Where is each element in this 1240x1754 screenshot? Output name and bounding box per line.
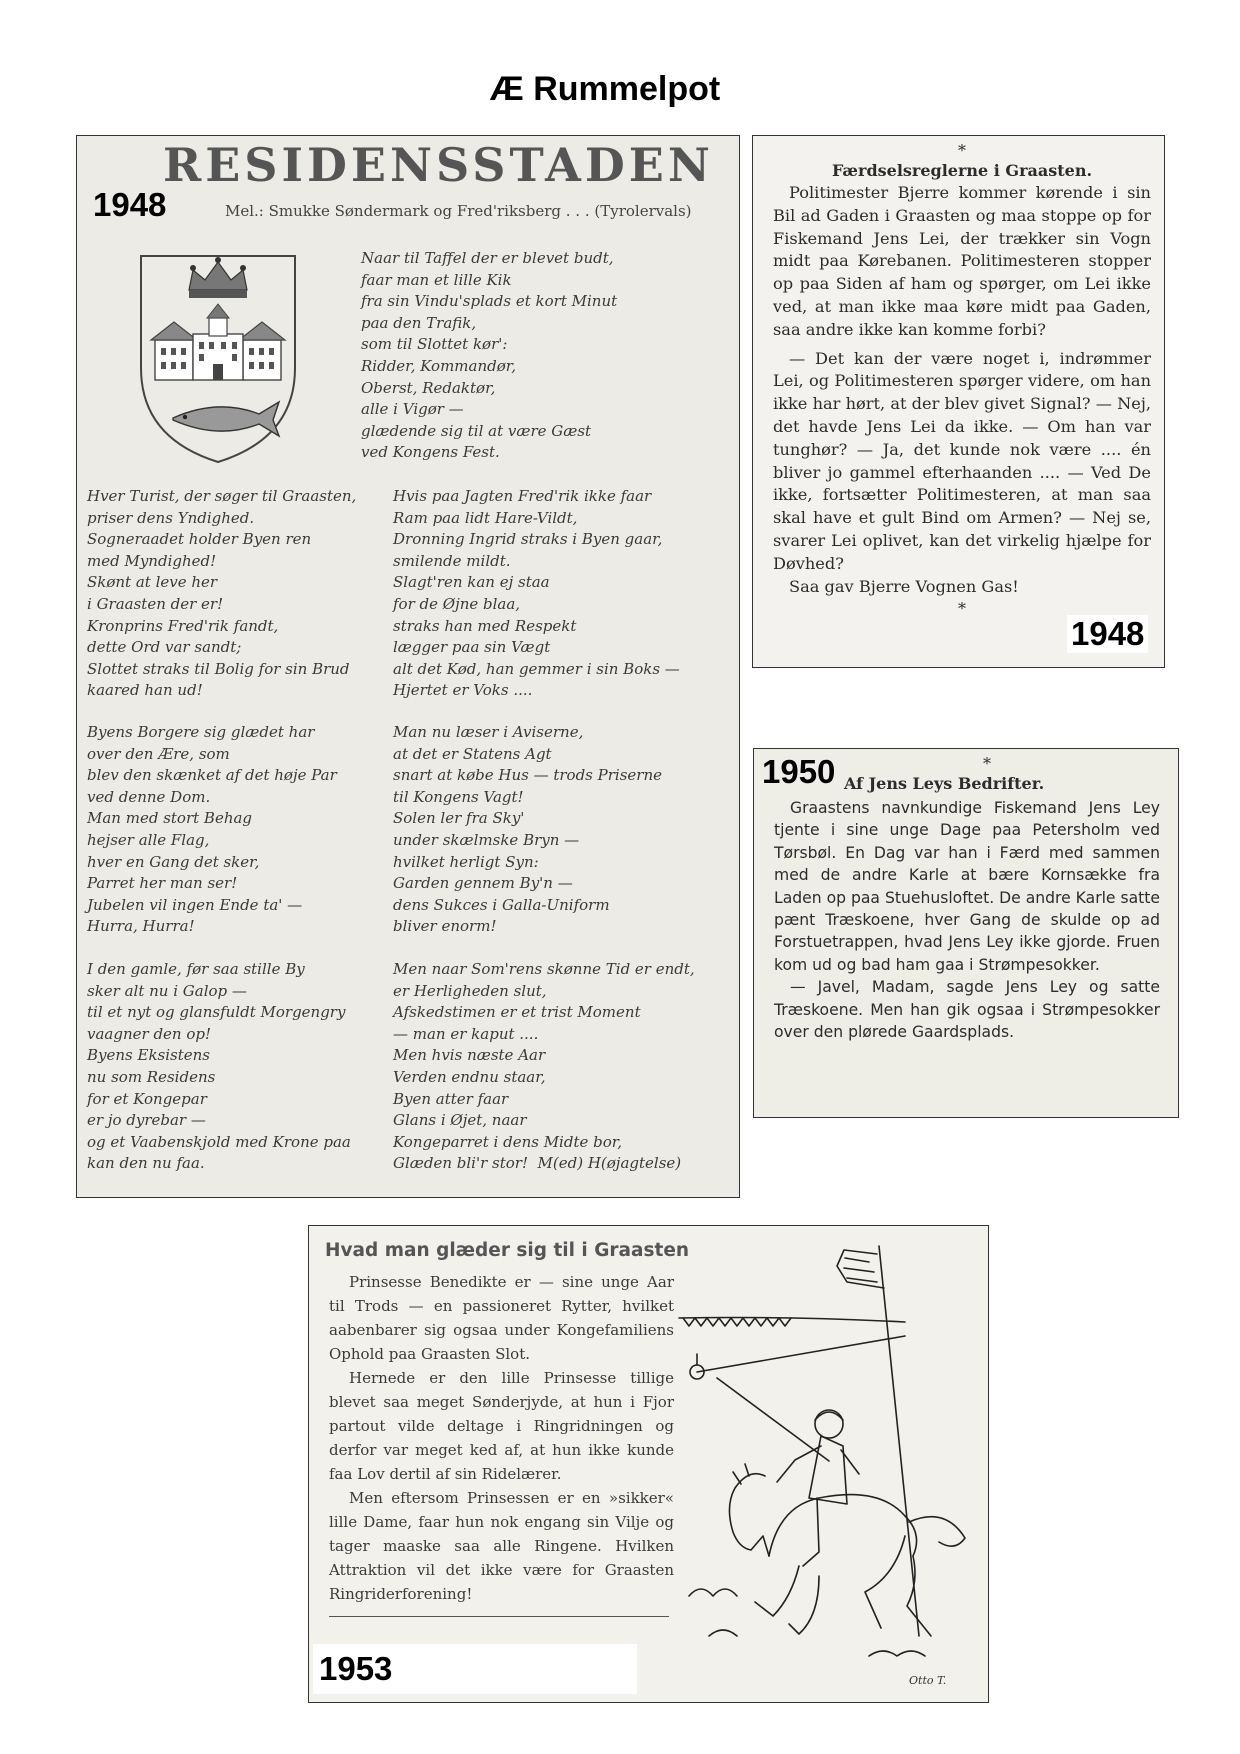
year-label: 1948 — [93, 186, 167, 223]
paragraph: Prinsesse Benedikte er — sine unge Aar til Trods — en passioneret Rytter, hvilket aabenbarer sig ogsaa under Kongefamiliens Ophold paa Graasten Slot. — [329, 1273, 674, 1363]
clipping-faerdselsreglerne — [752, 135, 1165, 668]
melody-line: Mel.: Smukke Søndermark og Fred'riksberg . . . (Tyrolervals) — [225, 202, 692, 220]
poem-stanza: Hvis paa Jagten Fred'rik ikke faar Ram paa lidt Hare-Vildt, Dronning Ingrid straks i Byen gaar, smilende mildt. Slagt'ren kan ej staa for de Øjne blaa, straks han med Respekt lægger paa sin Vægt alt det Kød, han gemmer i sin Boks — Hjertet er Voks .... — [393, 487, 680, 700]
year-label: 1953 — [313, 1644, 637, 1694]
headline: Af Jens Leys Bedrifter. — [844, 774, 1045, 793]
paragraph: Politimester Bjerre kommer kørende i sin Bil ad Gaden i Graasten og maa stoppe op for Fiskemand Jens Lei, der trækker sin Vogn midt paa Kørebanen. Politimesteren stopper op paa Siden af ham og spørger, om Lei ikke ved, at man ikke maa køre midt paa Gaden, saa andre ikke kan komme forbi? — [773, 183, 1151, 339]
poem-stanza: Byens Borgere sig glædet har over den Ære, som blev den skænket af det høje Par ved denne Dom. Man med stort Behag hejser alle Flag, hver en Gang det sker, Parret her man ser! Jubelen vil ingen Ende ta' — Hurra, Hurra! — [87, 723, 337, 936]
star-ornament: * — [958, 141, 966, 160]
poem-stanza: Men naar Som'rens skønne Tid er endt, er Herligheden slut, Afskedstimen er et trist Moment — man er kaput .... Men hvis næste Aar Verden endnu staar, Byen atter faar Glans i Øjet, naar Kongeparret i dens Midte bor, Glæden bli'r stor! M(ed) H(øjagtelse) — [393, 960, 695, 1173]
svg-text:Otto T.: Otto T. — [909, 1674, 947, 1687]
year-label: 1948 — [1067, 615, 1148, 653]
ring-rider-horse-icon — [669, 1236, 984, 1696]
paragraph: — Javel, Madam, sagde Jens Ley og satte Træskoene. Men han gik ogsaa i Strømpesokker over den plørede Gaardsplads. — [774, 978, 1160, 1042]
clipping-jens-leys-bedrifter — [753, 748, 1179, 1118]
page-title: Æ Rummelpot — [489, 70, 721, 108]
paragraph: Saa gav Bjerre Vognen Gas! — [789, 576, 1019, 596]
paragraph: Graastens navnkundige Fiskemand Jens Ley tjente i sine unge Dage paa Petersholm ved Tørsbøl. En Dag var han i Færd med sammen med de andre Karle at bære Kornsække fra Laden op paa Stuehusloftet. De andre Karle satte pænt Træskoene, hver Gang de skulde op ad Forstuetrappen, hvad Jens Ley ikke gjorde. Fruen kom ud og bad ham gaa i Strømpesokker. — [774, 799, 1160, 974]
star-ornament: * — [983, 754, 991, 773]
headline: Hvad man glæder sig til i Graasten — [325, 1240, 690, 1261]
poem-stanza: Hver Turist, der søger til Graasten, priser dens Yndighed. Sogneraadet holder Byen ren med Myndighed! Skønt at leve her i Graasten der er! Kronprins Fred'rik fandt, dette Ord var sandt; Slottet straks til Bolig for sin Brud kaared han ud! — [87, 487, 357, 700]
clipping-hvad-man-glaeder-sig-til — [308, 1225, 989, 1703]
paragraph: Men eftersom Prinsessen er en »sikker« lille Dame, faar hun nok engang sin Vilje og tager maaske saa alle Ringene. Hvilken Attraktion vil det ikke være for Graasten Ringriderforening! — [329, 1489, 674, 1603]
paragraph: — Det kan der være noget i, indrømmer Lei, og Politimesteren spørger videre, om han ikke har hørt, at der blev givet Signal? — Nej, det havde Jens Lei da ikke. — Om han var tunghør? — Ja, det kunde nok være .... én bliver jo gammel efterhaanden .... — Ved De ikke, fortsætter Politimesteren, at man saa skal have et gult Bind om Armen? — Nej se, svarer Lei oplivet, kan det virkelig hjælpe for Døvhed? — [773, 348, 1151, 573]
crown-castle-fish-icon — [133, 248, 303, 468]
year-label: 1950 — [762, 753, 836, 790]
poem-stanza: Man nu læser i Aviserne, at det er Statens Agt snart at købe Hus — trods Priserne til Kongens Vagt! Solen ler fra Sky' under skælmske Bryn — hvilket herligt Syn: Garden gennem By'n — dens Sukces i Galla-Uniform bliver enorm! — [393, 723, 662, 936]
headline: Færdselsreglerne i Graasten. — [831, 161, 1093, 180]
star-ornament: * — [958, 599, 966, 619]
paragraph: Hernede er den lille Prinsesse tillige blevet saa meget Sønderjyde, at hun i Fjor partout vilde deltage i Ringridningen og derfor var meget ked af, at hun ikke kunde faa Lov dertil af sin Ridelærer. — [329, 1369, 674, 1483]
masthead: RESIDENSSTADEN — [163, 138, 714, 192]
poem-stanza: I den gamle, før saa stille By sker alt nu i Galop — til et nyt og glansfuldt Morgengry vaagner den op! Byens Eksistens nu som Residens for et Kongepar er jo dyrebar — og et Vaabenskjold med Krone paa kan den nu faa. — [87, 960, 351, 1173]
clipping-residensstaden — [76, 135, 740, 1198]
poem-stanza: Naar til Taffel der er blevet budt, faar man et lille Kik fra sin Vindu'splads et kort Minut paa den Trafik, som til Slottet kør': Ridder, Kommandør, Oberst, Redaktør, alle i Vigør — glædende sig til at være Gæst ved Kongens Fest. — [361, 249, 618, 462]
divider — [329, 1616, 669, 1617]
